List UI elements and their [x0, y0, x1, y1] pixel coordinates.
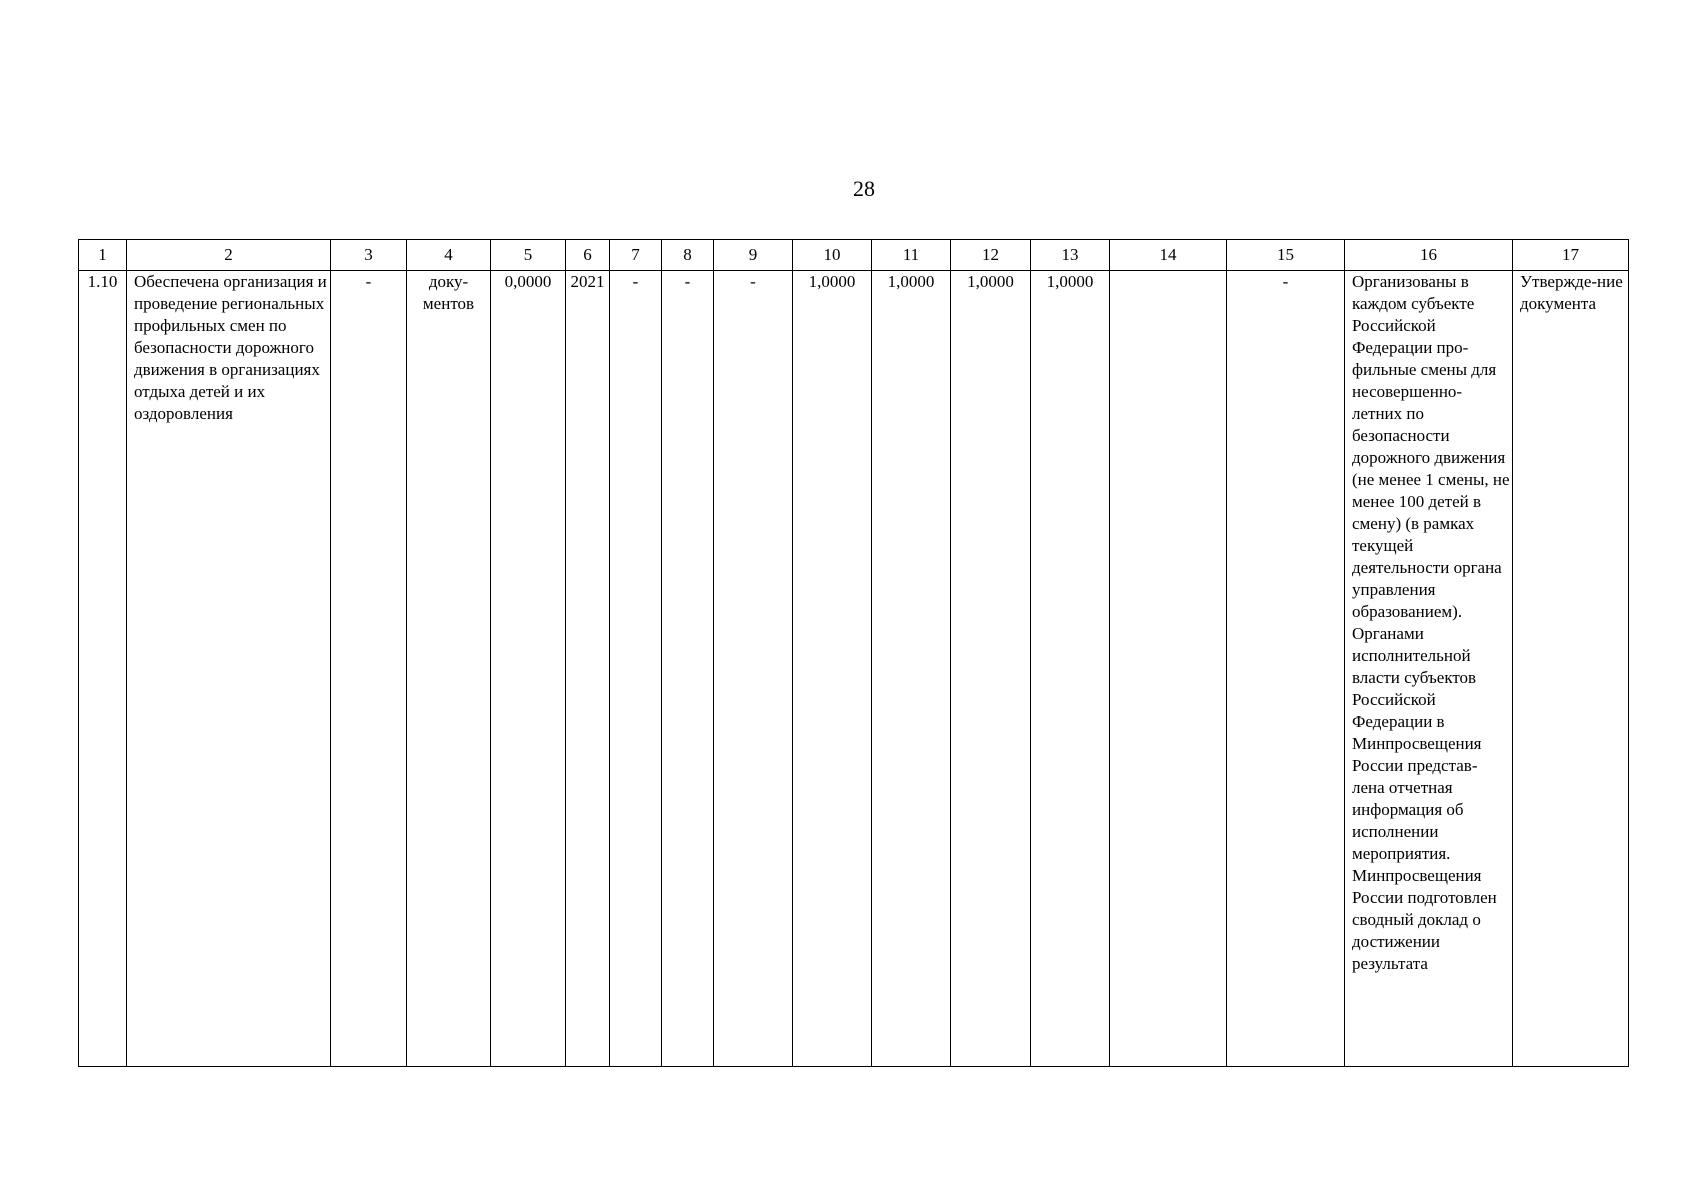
header-row	[79, 240, 1629, 271]
header-cell: 5	[491, 240, 566, 271]
header-cell: 7	[610, 240, 662, 271]
report-table	[78, 239, 1629, 1067]
header-cell: 8	[662, 240, 714, 271]
cell-col-14	[1110, 271, 1227, 1067]
header-cell: 9	[714, 240, 793, 271]
value-col-13: 1,0000	[1031, 271, 1110, 1067]
unit-of-measure: доку-ментов	[407, 271, 491, 1067]
cell-col-9: -	[714, 271, 793, 1067]
result-description: Обеспечена организация и проведение региональных профильных смен по безопасности дорожного движения в организациях отдыха детей и их оздоровления	[127, 271, 331, 1067]
cell-col-7: -	[610, 271, 662, 1067]
header-cell: 17	[1513, 240, 1629, 271]
header-cell: 16	[1345, 240, 1513, 271]
base-year: 2021	[566, 271, 610, 1067]
value-col-12: 1,0000	[951, 271, 1031, 1067]
value-col-11: 1,0000	[872, 271, 951, 1067]
cell-col-15: -	[1227, 271, 1345, 1067]
header-cell: 13	[1031, 240, 1110, 271]
header-cell: 2	[127, 240, 331, 271]
cell-col-3: -	[331, 271, 407, 1067]
page-number: 28	[853, 176, 875, 201]
header-cell: 6	[566, 240, 610, 271]
cell-col-8: -	[662, 271, 714, 1067]
result-type: Утвержде-ние документа	[1513, 271, 1629, 1067]
value-col-10: 1,0000	[793, 271, 872, 1067]
base-value: 0,0000	[491, 271, 566, 1067]
header-cell: 1	[79, 240, 127, 271]
header-cell: 3	[331, 240, 407, 271]
header-cell: 14	[1110, 240, 1227, 271]
item-number: 1.10	[79, 271, 127, 1067]
result-characteristics: Организованы в каждом субъекте Российской Федерации про-фильные смены для несовершенно-летних по безопасности дорожного движения (не менее 1 смены, не менее 100 детей в смену) (в рамках текущей деятельности органа управления образованием). Органами исполнительной власти субъектов Российской Федерации в Минпросвещения России представ-лена отчетная информация об исполнении мероприятия. Минпросвещения России подготовлен сводный доклад о достижении результата	[1345, 271, 1513, 1067]
header-cell: 15	[1227, 240, 1345, 271]
header-cell: 11	[872, 240, 951, 271]
header-cell: 10	[793, 240, 872, 271]
header-cell: 12	[951, 240, 1031, 271]
header-cell: 4	[407, 240, 491, 271]
table-row	[79, 271, 1629, 1067]
